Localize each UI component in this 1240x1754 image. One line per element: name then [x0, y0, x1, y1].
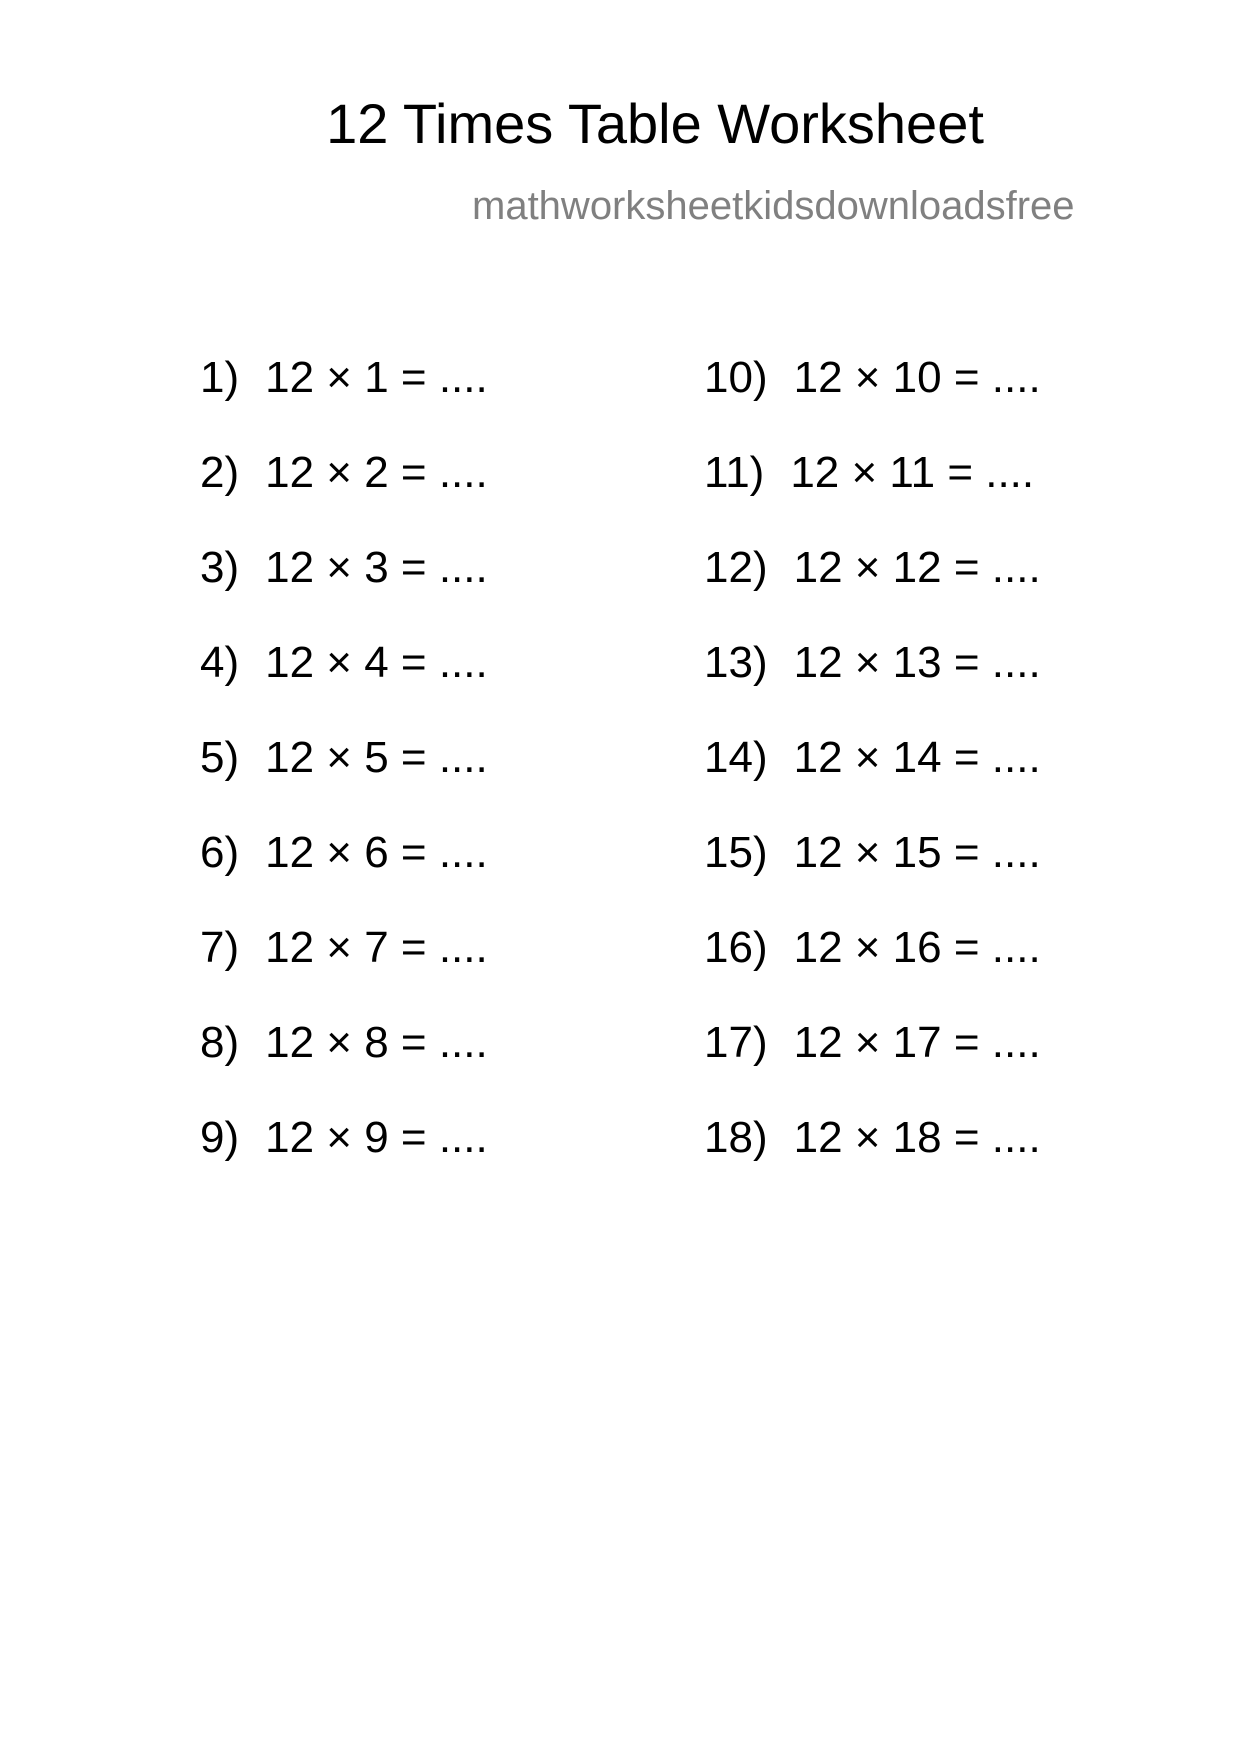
problem-item — [200, 543, 488, 641]
problem-expression: 12 × 15 = .... — [793, 828, 1041, 877]
problem-item — [200, 638, 488, 736]
problem-expression: 12 × 13 = .... — [793, 638, 1041, 687]
problem-expression: 12 × 14 = .... — [793, 733, 1041, 782]
problem-number: 14) — [704, 733, 768, 782]
problem-number: 5) — [200, 733, 240, 782]
problem-number: 8) — [200, 1018, 240, 1067]
problem-number: 10) — [704, 353, 768, 402]
problem-column-left — [200, 353, 488, 1211]
problem-item — [200, 1018, 488, 1116]
problem-expression: 12 × 17 = .... — [793, 1018, 1041, 1067]
problem-item — [200, 733, 488, 831]
problem-number: 7) — [200, 923, 240, 972]
problem-expression: 12 × 1 = .... — [265, 353, 488, 402]
problem-expression: 12 × 12 = .... — [793, 543, 1041, 592]
problem-number: 17) — [704, 1018, 768, 1067]
worksheet-title: 12 Times Table Worksheet — [326, 92, 984, 155]
problem-expression: 12 × 3 = .... — [265, 543, 488, 592]
problem-expression: 12 × 6 = .... — [265, 828, 488, 877]
problem-number: 6) — [200, 828, 240, 877]
problem-number: 13) — [704, 638, 768, 687]
problem-number: 15) — [704, 828, 768, 877]
problem-item — [704, 1113, 1041, 1211]
problem-expression: 12 × 10 = .... — [793, 353, 1041, 402]
problem-expression: 12 × 18 = .... — [793, 1113, 1041, 1162]
problem-expression: 12 × 2 = .... — [265, 448, 488, 497]
problem-expression: 12 × 7 = .... — [265, 923, 488, 972]
problem-number: 16) — [704, 923, 768, 972]
problem-number: 3) — [200, 543, 240, 592]
problem-number: 4) — [200, 638, 240, 687]
problem-expression: 12 × 11 = .... — [790, 448, 1035, 497]
problem-item — [200, 923, 488, 1021]
problem-expression: 12 × 16 = .... — [793, 923, 1041, 972]
problem-item — [704, 353, 1041, 451]
problem-expression: 12 × 9 = .... — [265, 1113, 488, 1162]
problem-number: 11) — [704, 448, 765, 497]
problem-item — [704, 638, 1041, 736]
problem-number: 18) — [704, 1113, 768, 1162]
problem-item — [200, 448, 488, 546]
problem-number: 12) — [704, 543, 768, 592]
problem-number: 2) — [200, 448, 240, 497]
problem-item — [704, 828, 1041, 926]
problem-item — [704, 1018, 1041, 1116]
problem-number: 1) — [200, 353, 240, 402]
problem-item — [704, 543, 1041, 641]
website-name: mathworksheetkidsdownloadsfree — [472, 184, 1075, 228]
problem-expression: 12 × 8 = .... — [265, 1018, 488, 1067]
problem-column-right — [704, 353, 1041, 1211]
problem-item — [704, 448, 1041, 546]
problem-item — [704, 733, 1041, 831]
problem-item — [200, 353, 488, 451]
problem-number: 9) — [200, 1113, 240, 1162]
problem-item — [200, 828, 488, 926]
problem-expression: 12 × 4 = .... — [265, 638, 488, 687]
problem-item — [200, 1113, 488, 1211]
problem-item — [704, 923, 1041, 1021]
problem-expression: 12 × 5 = .... — [265, 733, 488, 782]
